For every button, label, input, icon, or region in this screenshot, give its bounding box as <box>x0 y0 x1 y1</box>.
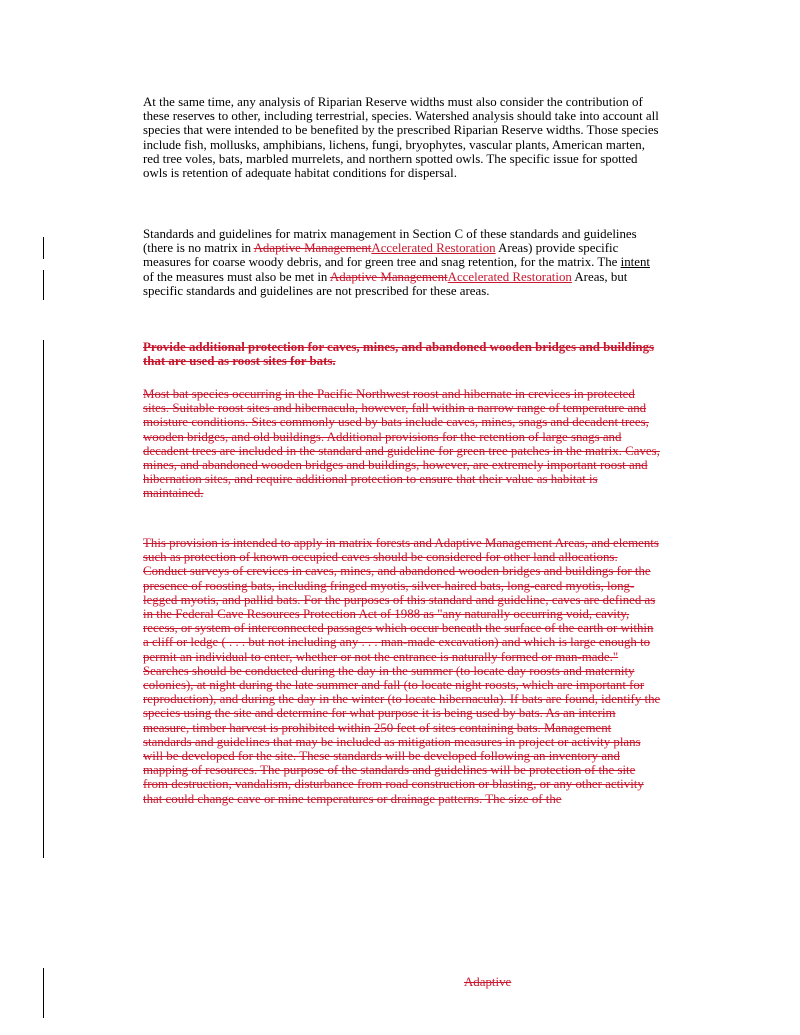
inserted-text: Accelerated Restoration <box>371 241 496 256</box>
footer-deleted-text: Adaptive <box>464 975 512 989</box>
paragraph-provision-surveys: This provision is intended to apply in matrix forests and Adaptive Management Areas, and elements such as protection of known occupied caves should be considered for other land allocations. Conduct surveys of crevices in caves, mines, and abandoned wooden bridges and buildings for the presence of roosting bats, including fringed myotis, silver-haired bats, long-eared myotis, long-legged myotis, and pallid bats. For the purposes of this standard and guideline, caves are defined as in the Federal Cave Resources Protection Act of 1988 as "any naturally occurring void, cavity, recess, or system of interconnected passages which occur beneath the surface of the earth or within a cliff or ledge ( . . . but not including any . . . man-made excavation) and which is large enough to permit an individual to enter, whether or not the entrance is naturally formed or man-made." Searches should be conducted during the day in the summer (to locate day roosts and maternity colonies), at night during the late summer and fall (to locate night roosts, which are important for reproduction), and during the day in the winter (to locate hibernacula). If bats are found, identify the species using the site and determine for what purpose it is being used by bats. As an interim measure, timber harvest is prohibited within 250 feet of sites containing bats. Management standards and guidelines that may be included as mitigation measures in project or activity plans will be developed for the site. These standards will be developed following an inventory and mapping of resources. The purpose of the standards and guidelines will be protection of the site from destruction, vandalism, disturbance from road construction or blasting, or any other activity that could change cave or mine temperatures or drainage patterns. The size of the <box>143 536 661 806</box>
underlined-text: intent <box>620 255 650 270</box>
inserted-text: Accelerated Restoration <box>447 269 572 284</box>
change-bar <box>43 237 44 259</box>
deleted-text: Adaptive Management <box>329 269 448 284</box>
change-bar <box>43 270 44 300</box>
paragraph-riparian-reserve: At the same time, any analysis of Riparian Reserve widths must also consider the contribution of these reserves to other, including terrestrial, species. Watershed analysis should take into account all species that were intended to be benefited by the prescribed Riparian Reserve widths. Those species include fish, mollusks, amphibians, lichens, fungi, bryophytes, vascular plants, American marten, red tree voles, bats, marbled murrelets, and northern spotted owls. The specific issue for spotted owls is retention of adequate habitat conditions for dispersal. <box>143 95 659 181</box>
paragraph-bat-roost-sites: Most bat species occurring in the Pacific Northwest roost and hibernate in crevices in protected sites. Suitable roost sites and hibernacula, however, fall within a narrow range of temperature and moisture conditions. Sites commonly used by bats include caves, mines, snags and decadent trees, wooden bridges, and old buildings. Additional provisions for the retention of large snags and decadent trees are included in the standard and guideline for green tree patches in the matrix. Caves, mines, and abandoned wooden bridges and buildings, however, are extremely important roost and hibernation sites, and require additional protection to ensure that their value as habitat is maintained. <box>143 387 660 501</box>
text-segment: Areas, but specific standards and guidelines are not prescribed for these areas. <box>143 269 628 298</box>
text-segment: Standards and guidelines for matrix management in Section C of these standards and guidelines (there is no matrix in <box>143 227 637 256</box>
heading-bat-protection: Provide additional protection for caves, mines, and abandoned wooden bridges and buildings that are used as roost sites for bats. <box>143 340 655 369</box>
text-segment: of the measures must also be met in <box>143 269 330 284</box>
change-bar <box>43 340 44 858</box>
deleted-text: Adaptive Management <box>253 241 372 256</box>
text-segment: Areas) provide specific measures for coarse woody debris, and for green tree and snag retention, for the matrix. The <box>143 241 621 270</box>
paragraph-matrix-management <box>143 227 661 298</box>
change-bar <box>43 968 44 1018</box>
